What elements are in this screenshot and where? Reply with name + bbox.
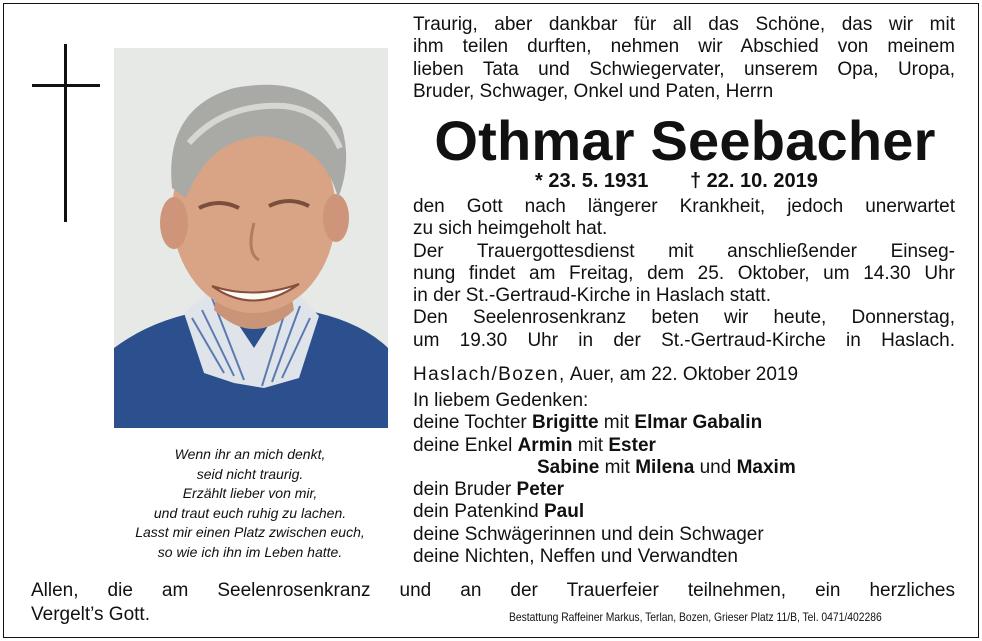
mourner-grandchildren — [413, 435, 955, 457]
place-and-date — [413, 364, 798, 386]
conjunction: mit — [598, 412, 635, 434]
poem-line: Wenn ihr an mich denkt, — [174, 446, 326, 462]
footer-line: Allen, die am Seelenrosenkranz und an der Trauerfeier teilnehmen, ein herzliches — [31, 580, 955, 601]
intro-line: Bruder, Schwager, Onkel und Paten, Herrn — [413, 80, 774, 102]
mourners-list — [413, 390, 955, 568]
relation-label: deine Tochter — [413, 412, 533, 434]
body-line: in der St.-Gertraud-Kirche in Haslach statt. — [413, 285, 771, 307]
body-line: Den Seelenrosenkranz beten wir heute, Donnerstag, — [413, 307, 955, 329]
conjunction: mit — [572, 434, 609, 456]
body-line: den Gott nach längerer Krankheit, jedoch unerwartet — [413, 196, 955, 217]
intro-text — [413, 14, 955, 103]
mourner-godchild — [413, 501, 955, 523]
body-line: Der Trauergottesdienst mit anschließender Einseg- — [413, 240, 955, 262]
birth-date: * 23. 5. 1931 — [535, 170, 649, 192]
poem-line: Lasst mir einen Platz zwischen euch, — [135, 524, 365, 540]
place-city: Haslach/Bozen, — [413, 364, 566, 385]
poem — [100, 445, 400, 562]
cross-icon-crossbar — [32, 84, 100, 87]
mourner-daughter — [413, 412, 955, 434]
mourner-name: Maxim — [736, 456, 796, 478]
mourner-name: Milena — [635, 456, 695, 478]
relation-label: deine Enkel — [413, 434, 518, 456]
relation-label: dein Patenkind — [413, 501, 544, 523]
intro-line: Traurig, aber dankbar für all das Schöne, das wir mit — [413, 14, 955, 35]
mourner-relatives: deine Nichten, Neffen und Verwandten — [413, 546, 738, 568]
mourner-grandchildren-2 — [413, 457, 955, 479]
footer-line: Vergelt’s Gott. — [31, 604, 150, 625]
mourner-name: Sabine — [537, 456, 600, 478]
mourner-inlaws: deine Schwägerinnen und dein Schwager — [413, 523, 764, 545]
death-date: † 22. 10. 2019 — [690, 170, 818, 192]
mourner-name: Paul — [544, 501, 585, 523]
poem-line: so wie ich ihn im Leben hatte. — [157, 543, 343, 560]
undertaker-credit: Bestattung Raffeiner Markus, Terlan, Bozen, Grieser Platz 11/B, Tel. 0471/402286 — [509, 610, 882, 624]
poem-line: Erzählt lieber von mir, — [182, 485, 318, 501]
body-line: nung findet am Freitag, dem 25. Oktober, um 14.30 Uhr — [413, 262, 955, 284]
conjunction: mit — [599, 456, 636, 478]
relation-label: dein Bruder — [413, 479, 517, 501]
mourner-name: Elmar Gabalin — [634, 412, 763, 434]
body-line: um 19.30 Uhr in der St.-Gertraud-Kirche in Haslach. — [413, 329, 955, 351]
poem-line: und traut euch ruhig zu lachen. — [153, 504, 347, 521]
mourner-brother — [413, 479, 955, 501]
mourner-name: Brigitte — [532, 412, 599, 434]
intro-line: lieben Tata und Schwiegervater, unserem Opa, Uropa, — [413, 58, 955, 80]
deceased-name: Othmar Seebacher — [434, 109, 936, 172]
poem-line: seid nicht traurig. — [196, 465, 304, 482]
cross-icon — [64, 44, 67, 222]
place-date-rest: Auer, am 22. Oktober 2019 — [569, 364, 799, 385]
announcement-text — [413, 196, 955, 352]
portrait-photo — [114, 48, 388, 428]
mourner-name: Peter — [516, 479, 565, 501]
mourner-name: Ester — [608, 434, 656, 456]
mourners-heading: In liebem Gedenken: — [413, 390, 589, 411]
conjunction: und — [694, 456, 737, 478]
intro-line: ihm teilen durften, nehmen wir Abschied von meinem — [413, 36, 955, 58]
body-line: zu sich heimgeholt hat. — [413, 218, 608, 240]
mourner-name: Armin — [517, 434, 573, 456]
